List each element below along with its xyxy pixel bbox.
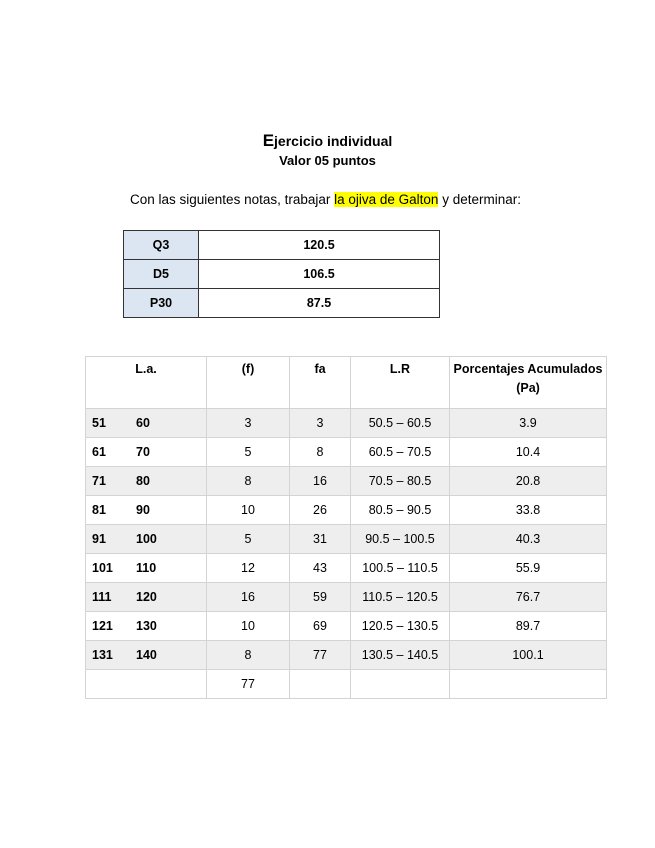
frequency-table	[85, 356, 607, 699]
total-f-cell: 77	[207, 670, 290, 699]
pa-cell: 10.4	[450, 438, 607, 467]
la-cell	[86, 496, 207, 525]
fa-cell: 69	[290, 612, 351, 641]
la-lower: 131	[92, 648, 113, 662]
stats-value: 87.5	[199, 289, 440, 318]
frequency-header-row	[86, 357, 607, 409]
la-upper: 100	[136, 532, 157, 546]
f-cell: 5	[207, 525, 290, 554]
empty-cell	[86, 670, 207, 699]
la-cell	[86, 525, 207, 554]
la-upper: 70	[136, 445, 150, 459]
f-cell: 12	[207, 554, 290, 583]
fa-cell: 16	[290, 467, 351, 496]
lr-cell: 130.5 – 140.5	[351, 641, 450, 670]
table-row	[86, 438, 607, 467]
la-cell	[86, 641, 207, 670]
exercise-value: Valor 05 puntos	[279, 153, 376, 168]
la-cell	[86, 583, 207, 612]
fa-cell: 31	[290, 525, 351, 554]
lr-cell: 90.5 – 100.5	[351, 525, 450, 554]
la-cell	[86, 409, 207, 438]
stats-row	[124, 289, 440, 318]
table-row	[86, 612, 607, 641]
stats-row	[124, 260, 440, 289]
stats-label: Q3	[124, 231, 199, 260]
la-lower: 121	[92, 619, 113, 633]
pa-cell: 55.9	[450, 554, 607, 583]
total-row	[86, 670, 607, 699]
table-row	[86, 467, 607, 496]
la-lower: 111	[92, 590, 112, 604]
table-row	[86, 583, 607, 612]
table-row	[86, 496, 607, 525]
empty-cell	[290, 670, 351, 699]
fa-cell: 8	[290, 438, 351, 467]
stats-label: D5	[124, 260, 199, 289]
f-cell: 10	[207, 612, 290, 641]
la-lower: 71	[92, 474, 106, 488]
instruction-before: Con las siguientes notas, trabajar	[130, 192, 335, 207]
f-cell: 10	[207, 496, 290, 525]
la-cell	[86, 612, 207, 641]
la-upper: 110	[136, 561, 157, 575]
fa-cell: 43	[290, 554, 351, 583]
fa-cell: 77	[290, 641, 351, 670]
table-row	[86, 525, 607, 554]
header-lr: L.R	[351, 357, 450, 409]
stats-value: 120.5	[199, 231, 440, 260]
la-upper: 120	[136, 590, 157, 604]
lr-cell: 100.5 – 110.5	[351, 554, 450, 583]
lr-cell: 110.5 – 120.5	[351, 583, 450, 612]
la-lower: 81	[92, 503, 106, 517]
lr-cell: 60.5 – 70.5	[351, 438, 450, 467]
pa-cell: 40.3	[450, 525, 607, 554]
stats-label: P30	[124, 289, 199, 318]
la-upper: 80	[136, 474, 150, 488]
lr-cell: 70.5 – 80.5	[351, 467, 450, 496]
f-cell: 8	[207, 641, 290, 670]
header-pa: Porcentajes Acumulados (Pa)	[450, 357, 607, 409]
exercise-title	[0, 131, 655, 151]
header-fa: fa	[290, 357, 351, 409]
fa-cell: 26	[290, 496, 351, 525]
la-upper: 60	[136, 416, 150, 430]
f-cell: 3	[207, 409, 290, 438]
empty-cell	[450, 670, 607, 699]
pa-cell: 100.1	[450, 641, 607, 670]
title-rest: jercicio individual	[274, 133, 393, 149]
table-row	[86, 409, 607, 438]
la-cell	[86, 438, 207, 467]
la-lower: 61	[92, 445, 106, 459]
f-cell: 16	[207, 583, 290, 612]
instruction-highlight: la ojiva de Galton	[334, 192, 439, 207]
la-lower: 91	[92, 532, 106, 546]
pa-cell: 20.8	[450, 467, 607, 496]
la-lower: 101	[92, 561, 113, 575]
pa-cell: 76.7	[450, 583, 607, 612]
pa-cell: 33.8	[450, 496, 607, 525]
la-lower: 51	[92, 416, 106, 430]
la-upper: 90	[136, 503, 150, 517]
instruction-text	[130, 192, 521, 207]
lr-cell: 50.5 – 60.5	[351, 409, 450, 438]
header-f: (f)	[207, 357, 290, 409]
stats-table	[123, 230, 440, 318]
la-upper: 140	[136, 648, 157, 662]
la-cell	[86, 467, 207, 496]
pa-cell: 89.7	[450, 612, 607, 641]
table-row	[86, 554, 607, 583]
title-first-letter: E	[262, 131, 275, 150]
fa-cell: 3	[290, 409, 351, 438]
fa-cell: 59	[290, 583, 351, 612]
la-upper: 130	[136, 619, 157, 633]
lr-cell: 120.5 – 130.5	[351, 612, 450, 641]
pa-cell: 3.9	[450, 409, 607, 438]
la-cell	[86, 554, 207, 583]
header-la: L.a.	[86, 357, 207, 409]
table-row	[86, 641, 607, 670]
instruction-after: y determinar:	[438, 192, 521, 207]
stats-value: 106.5	[199, 260, 440, 289]
f-cell: 8	[207, 467, 290, 496]
empty-cell	[351, 670, 450, 699]
stats-row	[124, 231, 440, 260]
f-cell: 5	[207, 438, 290, 467]
lr-cell: 80.5 – 90.5	[351, 496, 450, 525]
